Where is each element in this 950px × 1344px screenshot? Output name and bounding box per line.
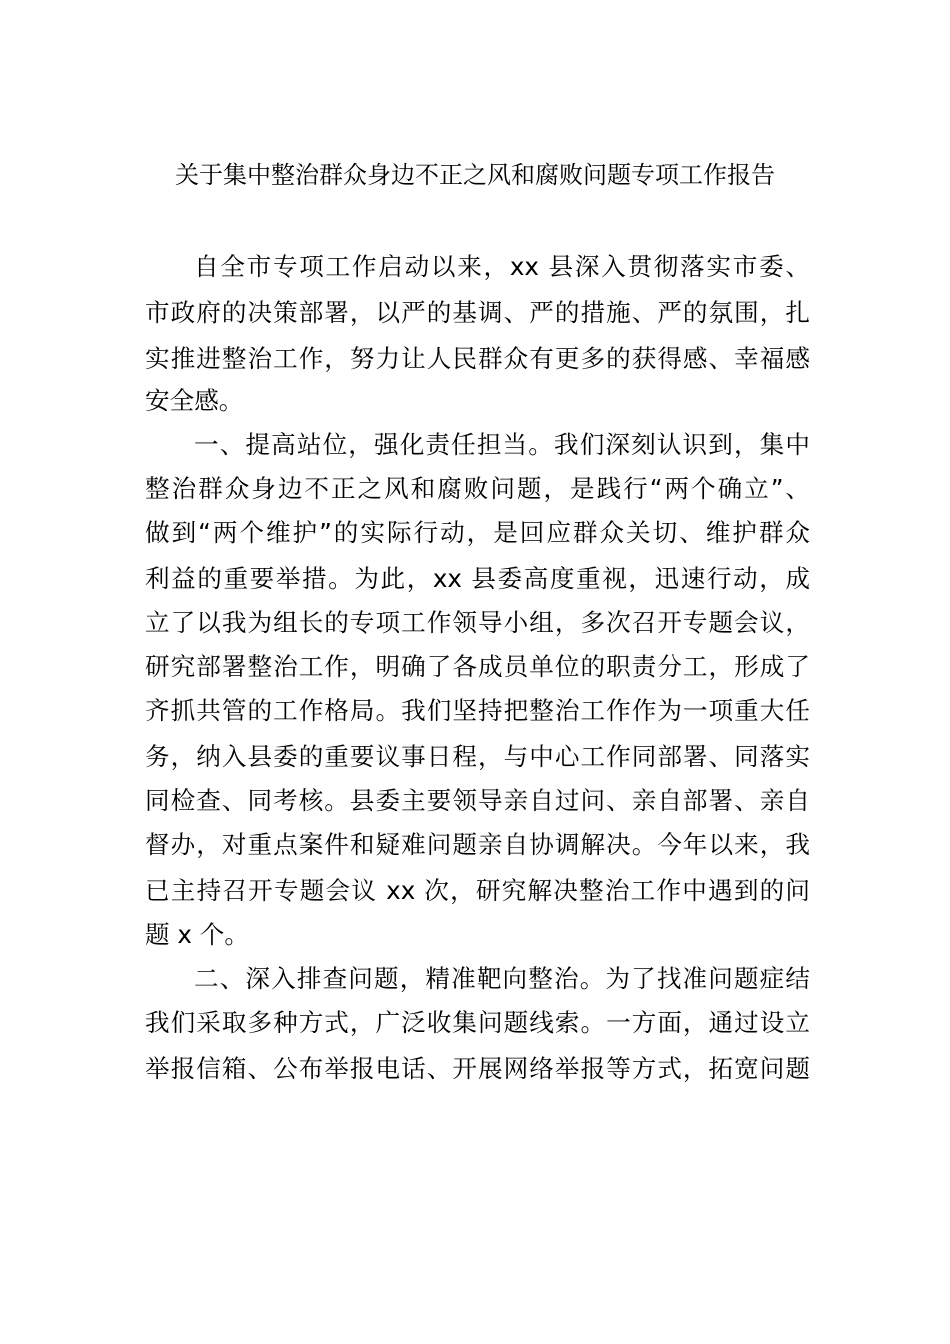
paragraph-line: 二、深入排查问题，精准靶向整治。为了找准问题症结 [194,964,810,993]
paragraph-line: 做到“两个维护”的实际行动，是回应群众关切、维护群众 [145,518,810,547]
paragraph-line: 务，纳入县委的重要议事日程，与中心工作同部署、同落实 [145,742,810,771]
paragraph-line: 举报信箱、公布举报电话、开展网络举报等方式，拓宽问题 [145,1054,810,1083]
paragraph-line: 整治群众身边不正之风和腐败问题，是践行“两个确立”、 [145,474,810,503]
document-title: 关于集中整治群众身边不正之风和腐败问题专项工作报告 [175,161,775,189]
paragraph-line: 题 x 个。 [145,920,249,949]
paragraph-line: 利益的重要举措。为此，xx 县委高度重视，迅速行动，成 [145,564,810,593]
paragraph-line: 研究部署整治工作，明确了各成员单位的职责分工，形成了 [145,652,810,681]
paragraph-line: 一、提高站位，强化责任担当。我们深刻认识到，集中 [194,430,810,459]
paragraph-line: 同检查、同考核。县委主要领导亲自过问、亲自部署、亲自 [145,786,810,815]
paragraph-line: 市政府的决策部署，以严的基调、严的措施、严的氛围，扎 [145,298,810,327]
paragraph-line: 督办，对重点案件和疑难问题亲自协调解决。今年以来，我 [145,830,810,859]
paragraph-line: 安全感。 [145,386,244,415]
paragraph-line: 已主持召开专题会议 xx 次，研究解决整治工作中遇到的问 [145,876,810,905]
paragraph-line: 我们采取多种方式，广泛收集问题线索。一方面，通过设立 [145,1008,810,1037]
paragraph-line: 实推进整治工作，努力让人民群众有更多的获得感、幸福感 [145,344,810,373]
paragraph-line: 自全市专项工作启动以来，xx 县深入贯彻落实市委、 [194,252,810,281]
paragraph-line: 齐抓共管的工作格局。我们坚持把整治工作作为一项重大任 [145,696,810,725]
paragraph-line: 立了以我为组长的专项工作领导小组，多次召开专题会议， [145,608,810,637]
